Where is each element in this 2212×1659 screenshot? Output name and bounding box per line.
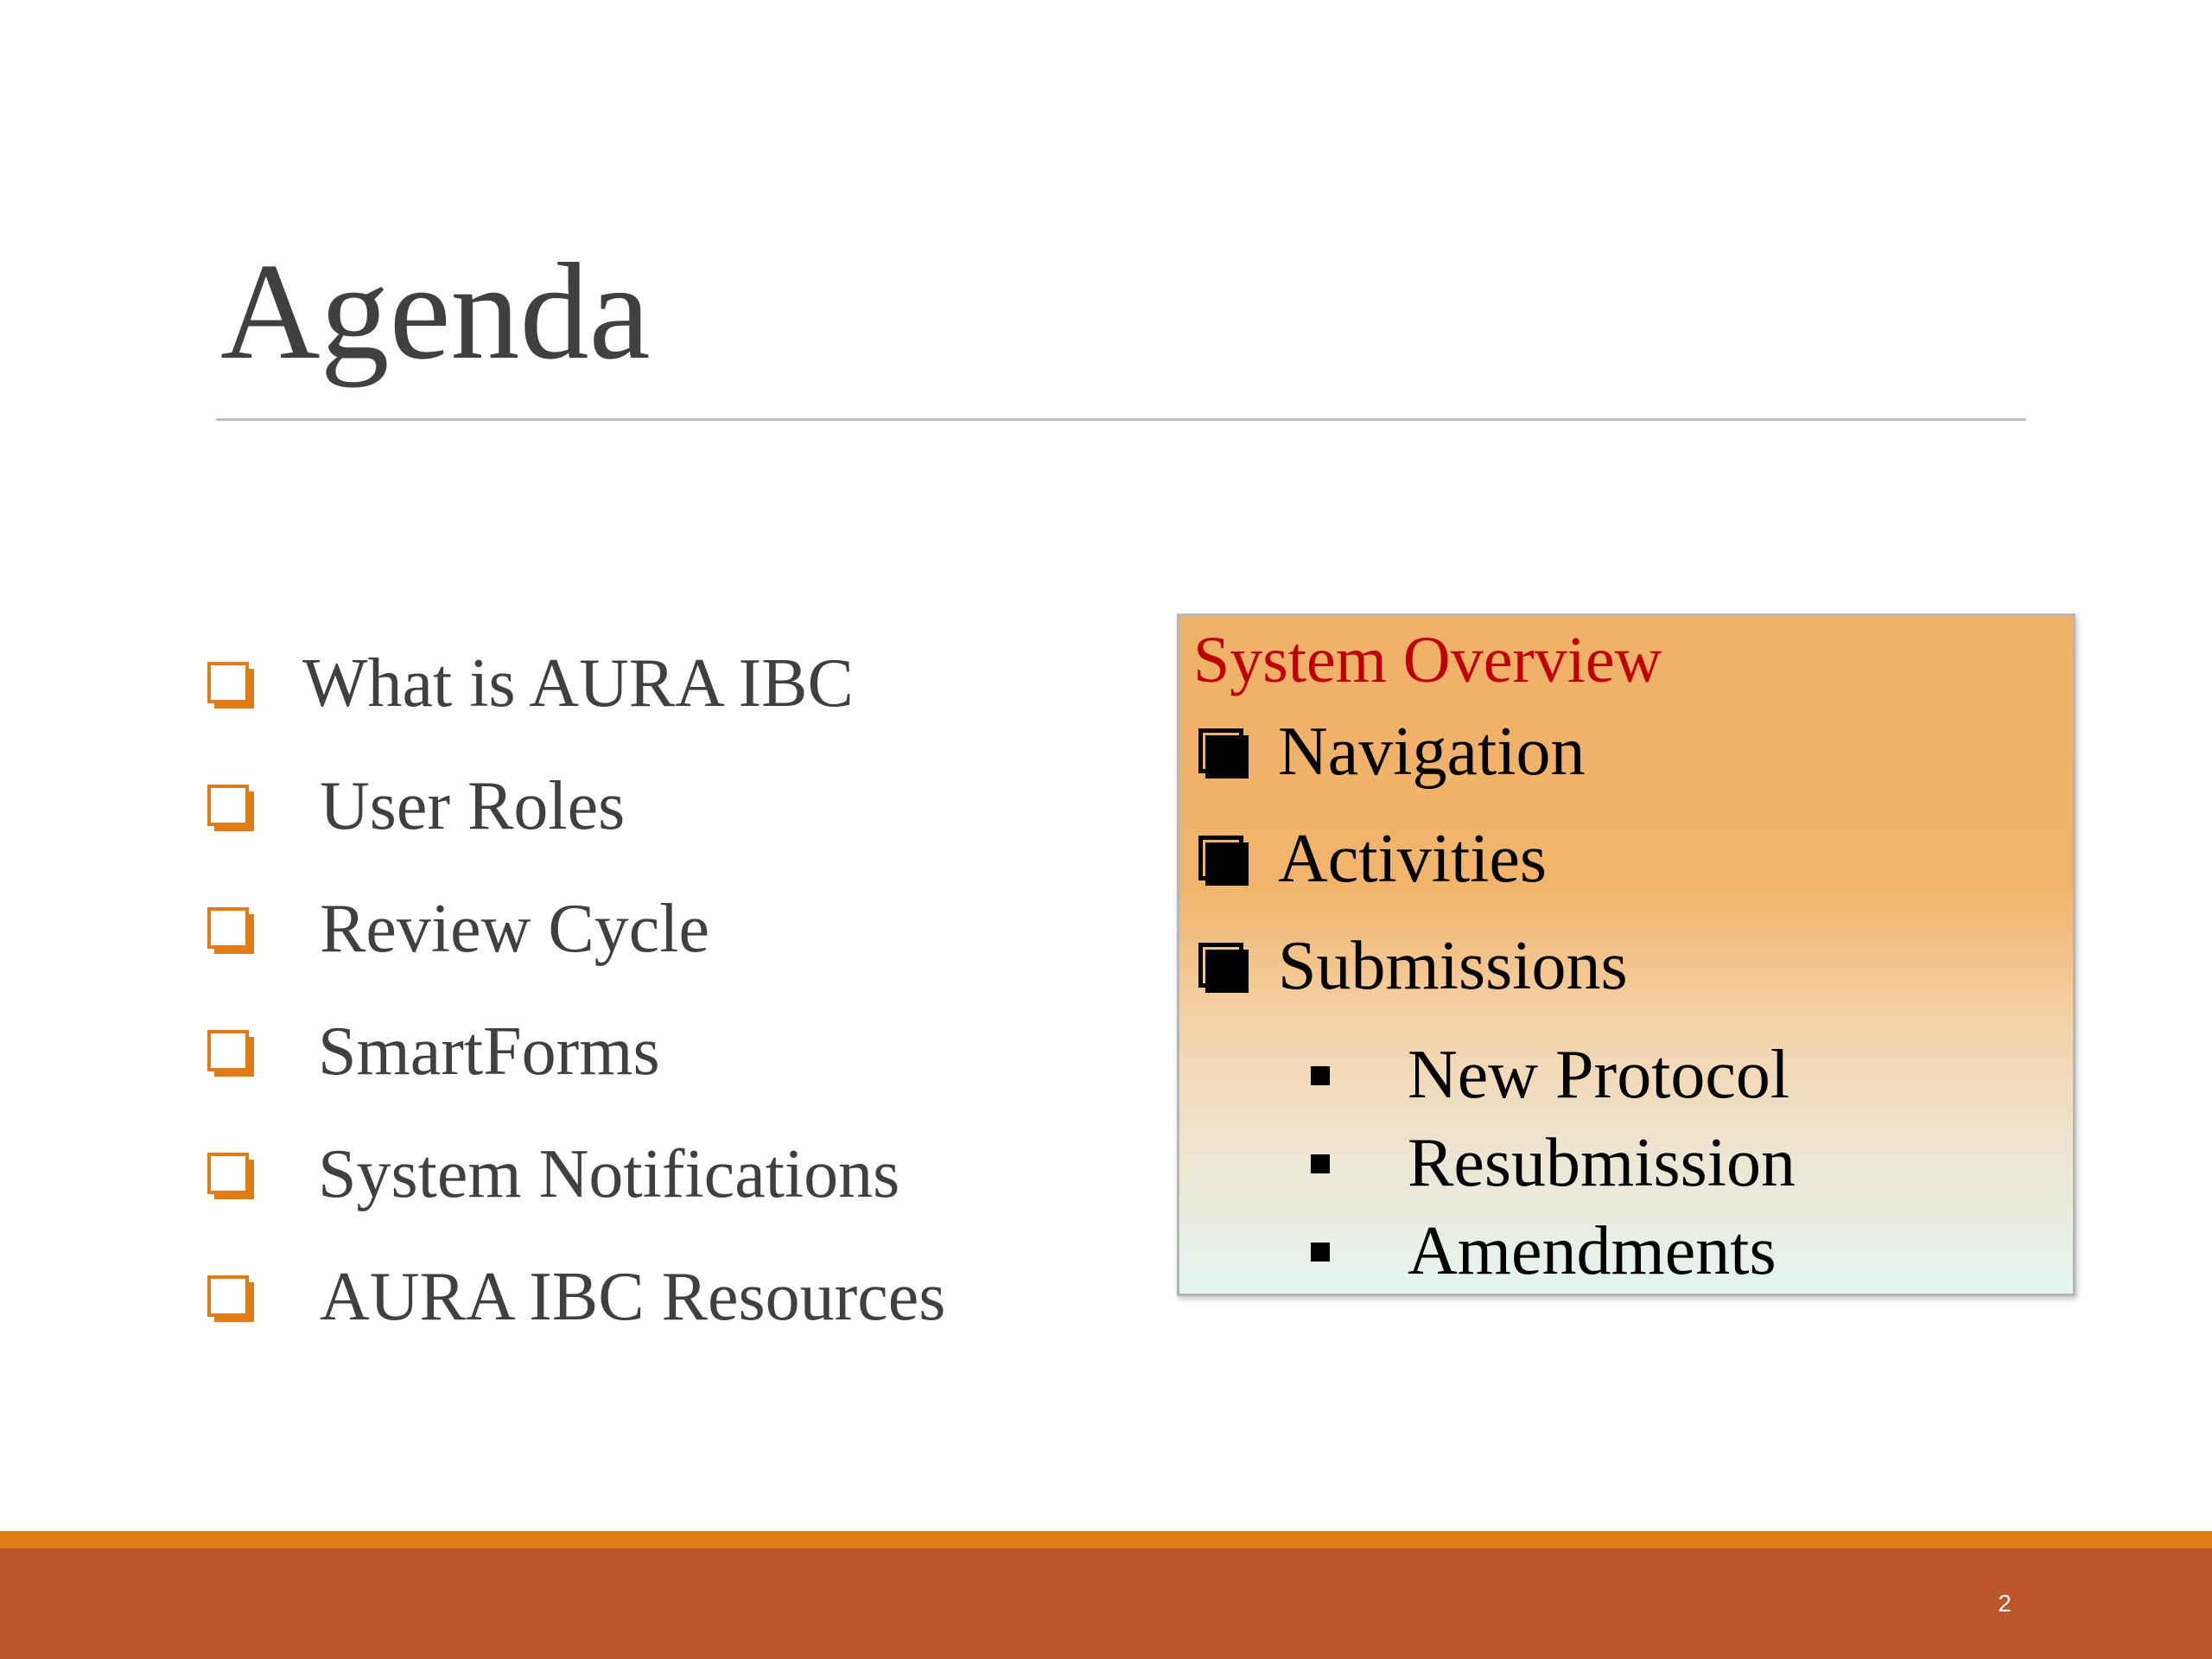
list-item [207, 868, 945, 990]
list-item [207, 622, 945, 745]
checkbox-icon [1198, 943, 1247, 991]
agenda-list [207, 622, 945, 1358]
footer-band [0, 1548, 2212, 1659]
list-item [207, 1113, 945, 1236]
overview-sub-item-label: Resubmission [1408, 1125, 1796, 1201]
title-divider [216, 418, 2026, 421]
overview-item [1198, 927, 1628, 1006]
square-bullet-icon [1311, 1154, 1330, 1173]
checkbox-icon [207, 1275, 251, 1319]
list-item [207, 1236, 945, 1358]
agenda-item-label: What is AURA IBC [302, 645, 854, 721]
checkbox-icon [1198, 728, 1247, 777]
list-item [207, 990, 945, 1113]
overview-sub-item-label: New Protocol [1408, 1037, 1790, 1113]
square-bullet-icon [1311, 1066, 1330, 1085]
checkbox-icon [207, 1153, 251, 1196]
agenda-item-label: AURA IBC Resources [320, 1258, 946, 1335]
agenda-item-label: User Roles [320, 767, 626, 844]
checkbox-icon [1198, 836, 1247, 884]
page-number: 2 [1998, 1590, 2012, 1617]
page-title: Agenda [220, 234, 651, 388]
overview-sub-item-label: Amendments [1408, 1213, 1777, 1289]
system-overview-box [1177, 613, 2075, 1296]
checkbox-icon [207, 1030, 251, 1073]
square-bullet-icon [1311, 1243, 1330, 1262]
checkbox-icon [207, 785, 251, 828]
overview-item-label: Activities [1278, 821, 1548, 897]
overview-title: System Overview [1193, 624, 1662, 696]
overview-item-label: Submissions [1278, 928, 1628, 1004]
overview-item-label: Navigation [1278, 714, 1586, 790]
agenda-item-label: Review Cycle [320, 890, 709, 967]
overview-item [1198, 820, 1547, 899]
checkbox-icon [207, 662, 251, 705]
agenda-item-label: SmartForms [318, 1013, 660, 1090]
overview-sub-item [1311, 1124, 1796, 1203]
overview-item [1198, 713, 1585, 791]
footer-accent-stripe [0, 1531, 2212, 1548]
checkbox-icon [207, 907, 251, 950]
overview-sub-item [1311, 1036, 1789, 1115]
list-item [207, 745, 945, 868]
overview-sub-item [1311, 1212, 1777, 1291]
agenda-item-label: System Notifications [318, 1135, 900, 1212]
